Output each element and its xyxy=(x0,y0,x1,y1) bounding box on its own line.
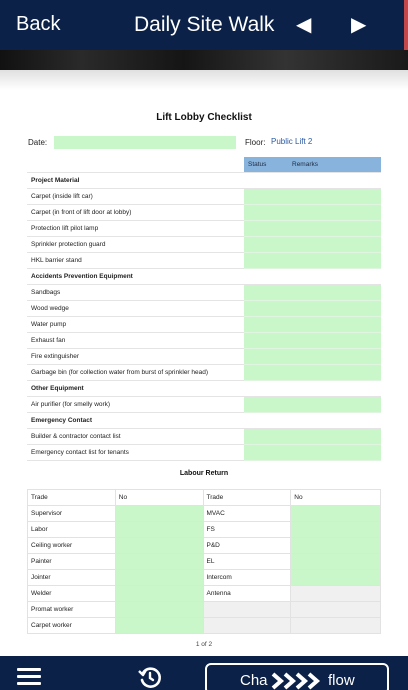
date-label: Date: xyxy=(28,138,48,147)
labour-row xyxy=(28,586,381,602)
remarks-field[interactable] xyxy=(288,204,381,220)
labour-count-field xyxy=(291,618,381,634)
flow-button-label-start: Cha xyxy=(240,672,268,689)
remarks-field[interactable] xyxy=(288,236,381,252)
page-title: Daily Site Walk xyxy=(134,13,275,36)
section-heading: Accidents Prevention Equipment xyxy=(27,268,244,284)
history-icon[interactable] xyxy=(137,665,163,690)
section-spacer xyxy=(288,380,381,396)
trade-label: Antenna xyxy=(203,586,291,602)
labour-count-field[interactable] xyxy=(115,506,203,522)
checklist-header-blank xyxy=(27,157,244,172)
trade-label: Labor xyxy=(28,522,116,538)
section-spacer xyxy=(288,172,381,188)
section-spacer xyxy=(244,268,288,284)
labour-count-field[interactable] xyxy=(115,522,203,538)
trade-label: Promat worker xyxy=(28,602,116,618)
checklist-item-row xyxy=(27,204,381,220)
section-spacer xyxy=(288,412,381,428)
checklist-item-label: HKL barrier stand xyxy=(27,252,244,268)
labour-row xyxy=(28,618,381,634)
hamburger-menu-icon[interactable] xyxy=(17,668,41,686)
checklist-item-row xyxy=(27,332,381,348)
section-spacer xyxy=(288,268,381,284)
labour-count-field[interactable] xyxy=(115,618,203,634)
status-field[interactable] xyxy=(244,428,288,444)
status-field[interactable] xyxy=(244,316,288,332)
checklist-item-label: Water pump xyxy=(27,316,244,332)
document-title: Lift Lobby Checklist xyxy=(156,112,252,123)
labour-count-field[interactable] xyxy=(291,586,381,602)
checklist-section-row xyxy=(27,412,381,428)
checklist-item-label: Carpet (in front of lift door at lobby) xyxy=(27,204,244,220)
checklist-item-row xyxy=(27,252,381,268)
checklist-item-label: Garbage bin (for collection water from burst of sprinkler head) xyxy=(27,364,244,380)
checklist-section-row xyxy=(27,172,381,188)
remarks-field[interactable] xyxy=(288,364,381,380)
status-field[interactable] xyxy=(244,444,288,460)
photo-strip xyxy=(0,50,408,70)
labour-count-field[interactable] xyxy=(115,538,203,554)
labour-count-field[interactable] xyxy=(291,554,381,570)
remarks-field[interactable] xyxy=(288,252,381,268)
checklist-item-row xyxy=(27,236,381,252)
labour-count-field[interactable] xyxy=(115,570,203,586)
status-field[interactable] xyxy=(244,236,288,252)
section-spacer xyxy=(244,172,288,188)
trade-label: Painter xyxy=(28,554,116,570)
date-field[interactable] xyxy=(54,136,236,149)
trade-label xyxy=(203,618,291,634)
labour-return-table xyxy=(27,489,381,634)
remarks-field[interactable] xyxy=(288,332,381,348)
remarks-column-header: Remarks xyxy=(288,157,381,172)
flow-button-label-end: flow xyxy=(328,672,355,689)
labour-row xyxy=(28,602,381,618)
checklist-item-label: Builder & contractor contact list xyxy=(27,428,244,444)
status-field[interactable] xyxy=(244,204,288,220)
change-flow-button[interactable] xyxy=(205,663,389,690)
remarks-field[interactable] xyxy=(288,348,381,364)
remarks-field[interactable] xyxy=(288,284,381,300)
checklist-item-row xyxy=(27,396,381,412)
trade-label: FS xyxy=(203,522,291,538)
labour-count-field[interactable] xyxy=(115,554,203,570)
back-button[interactable]: Back xyxy=(16,13,61,35)
labour-count-field[interactable] xyxy=(291,522,381,538)
section-heading: Emergency Contact xyxy=(27,412,244,428)
trade-label: EL xyxy=(203,554,291,570)
checklist-table xyxy=(27,157,381,461)
trade-label: Supervisor xyxy=(28,506,116,522)
labour-row xyxy=(28,538,381,554)
checklist-item-label: Fire extinguisher xyxy=(27,348,244,364)
labour-row xyxy=(28,506,381,522)
trade-label: P&D xyxy=(203,538,291,554)
checklist-item-label: Sprinkler protection guard xyxy=(27,236,244,252)
checklist-item-row xyxy=(27,300,381,316)
trade-label: Carpet worker xyxy=(28,618,116,634)
remarks-field[interactable] xyxy=(288,444,381,460)
checklist-item-label: Protection lift pilot lamp xyxy=(27,220,244,236)
section-heading: Other Equipment xyxy=(27,380,244,396)
status-column-header: Status xyxy=(244,157,288,172)
status-field[interactable] xyxy=(244,188,288,204)
status-field[interactable] xyxy=(244,364,288,380)
checklist-item-row xyxy=(27,188,381,204)
checklist-item-label: Wood wedge xyxy=(27,300,244,316)
bottom-bar xyxy=(0,656,408,690)
labour-count-field[interactable] xyxy=(291,570,381,586)
labour-count-field[interactable] xyxy=(291,538,381,554)
trade-label: Welder xyxy=(28,586,116,602)
labour-row xyxy=(28,554,381,570)
checklist-item-label: Air purifier (for smelly work) xyxy=(27,396,244,412)
status-field[interactable] xyxy=(244,332,288,348)
checklist-section-row xyxy=(27,380,381,396)
trade-label: Ceiling worker xyxy=(28,538,116,554)
checklist-item-label: Carpet (inside lift car) xyxy=(27,188,244,204)
checklist-item-row xyxy=(27,284,381,300)
checklist-item-row xyxy=(27,348,381,364)
labour-column-header: Trade xyxy=(28,490,116,506)
trade-label xyxy=(203,602,291,618)
status-field[interactable] xyxy=(244,396,288,412)
checklist-section-row xyxy=(27,268,381,284)
remarks-field[interactable] xyxy=(288,396,381,412)
status-field[interactable] xyxy=(244,220,288,236)
checklist-item-label: Exhaust fan xyxy=(27,332,244,348)
section-heading: Project Material xyxy=(27,172,244,188)
remarks-field[interactable] xyxy=(288,220,381,236)
status-field[interactable] xyxy=(244,284,288,300)
checklist-item-row xyxy=(27,220,381,236)
top-bar xyxy=(0,0,408,50)
next-arrow-icon[interactable]: ▶ xyxy=(351,14,367,36)
double-chevron-icon xyxy=(269,671,329,690)
labour-return-title: Labour Return xyxy=(179,470,229,477)
labour-count-field xyxy=(291,602,381,618)
previous-arrow-icon[interactable]: ◀ xyxy=(296,14,312,36)
checklist-item-row xyxy=(27,428,381,444)
floor-label: Floor: xyxy=(245,138,266,147)
labour-column-header: No xyxy=(291,490,381,506)
remarks-field[interactable] xyxy=(288,316,381,332)
labour-column-header: Trade xyxy=(203,490,291,506)
shadow-gradient xyxy=(0,70,408,90)
labour-column-header: No xyxy=(115,490,203,506)
checklist-item-row xyxy=(27,444,381,460)
labour-count-field[interactable] xyxy=(115,602,203,618)
status-field[interactable] xyxy=(244,300,288,316)
floor-value[interactable]: Public Lift 2 xyxy=(271,137,313,146)
section-spacer xyxy=(244,380,288,396)
status-field[interactable] xyxy=(244,252,288,268)
labour-count-field[interactable] xyxy=(291,506,381,522)
edge-accent xyxy=(404,0,408,50)
page-indicator: 1 of 2 xyxy=(195,641,213,648)
checklist-item-row xyxy=(27,316,381,332)
checklist-item-label: Sandbags xyxy=(27,284,244,300)
trade-label: Jointer xyxy=(28,570,116,586)
section-spacer xyxy=(244,412,288,428)
remarks-field[interactable] xyxy=(288,428,381,444)
remarks-field[interactable] xyxy=(288,300,381,316)
checklist-item-label: Emergency contact list for tenants xyxy=(27,444,244,460)
status-field[interactable] xyxy=(244,348,288,364)
labour-row xyxy=(28,570,381,586)
trade-label: MVAC xyxy=(203,506,291,522)
labour-row xyxy=(28,522,381,538)
checklist-header-row xyxy=(27,157,381,172)
labour-count-field[interactable] xyxy=(115,586,203,602)
checklist-item-row xyxy=(27,364,381,380)
labour-header-row xyxy=(28,490,381,506)
trade-label: Intercom xyxy=(203,570,291,586)
remarks-field[interactable] xyxy=(288,188,381,204)
